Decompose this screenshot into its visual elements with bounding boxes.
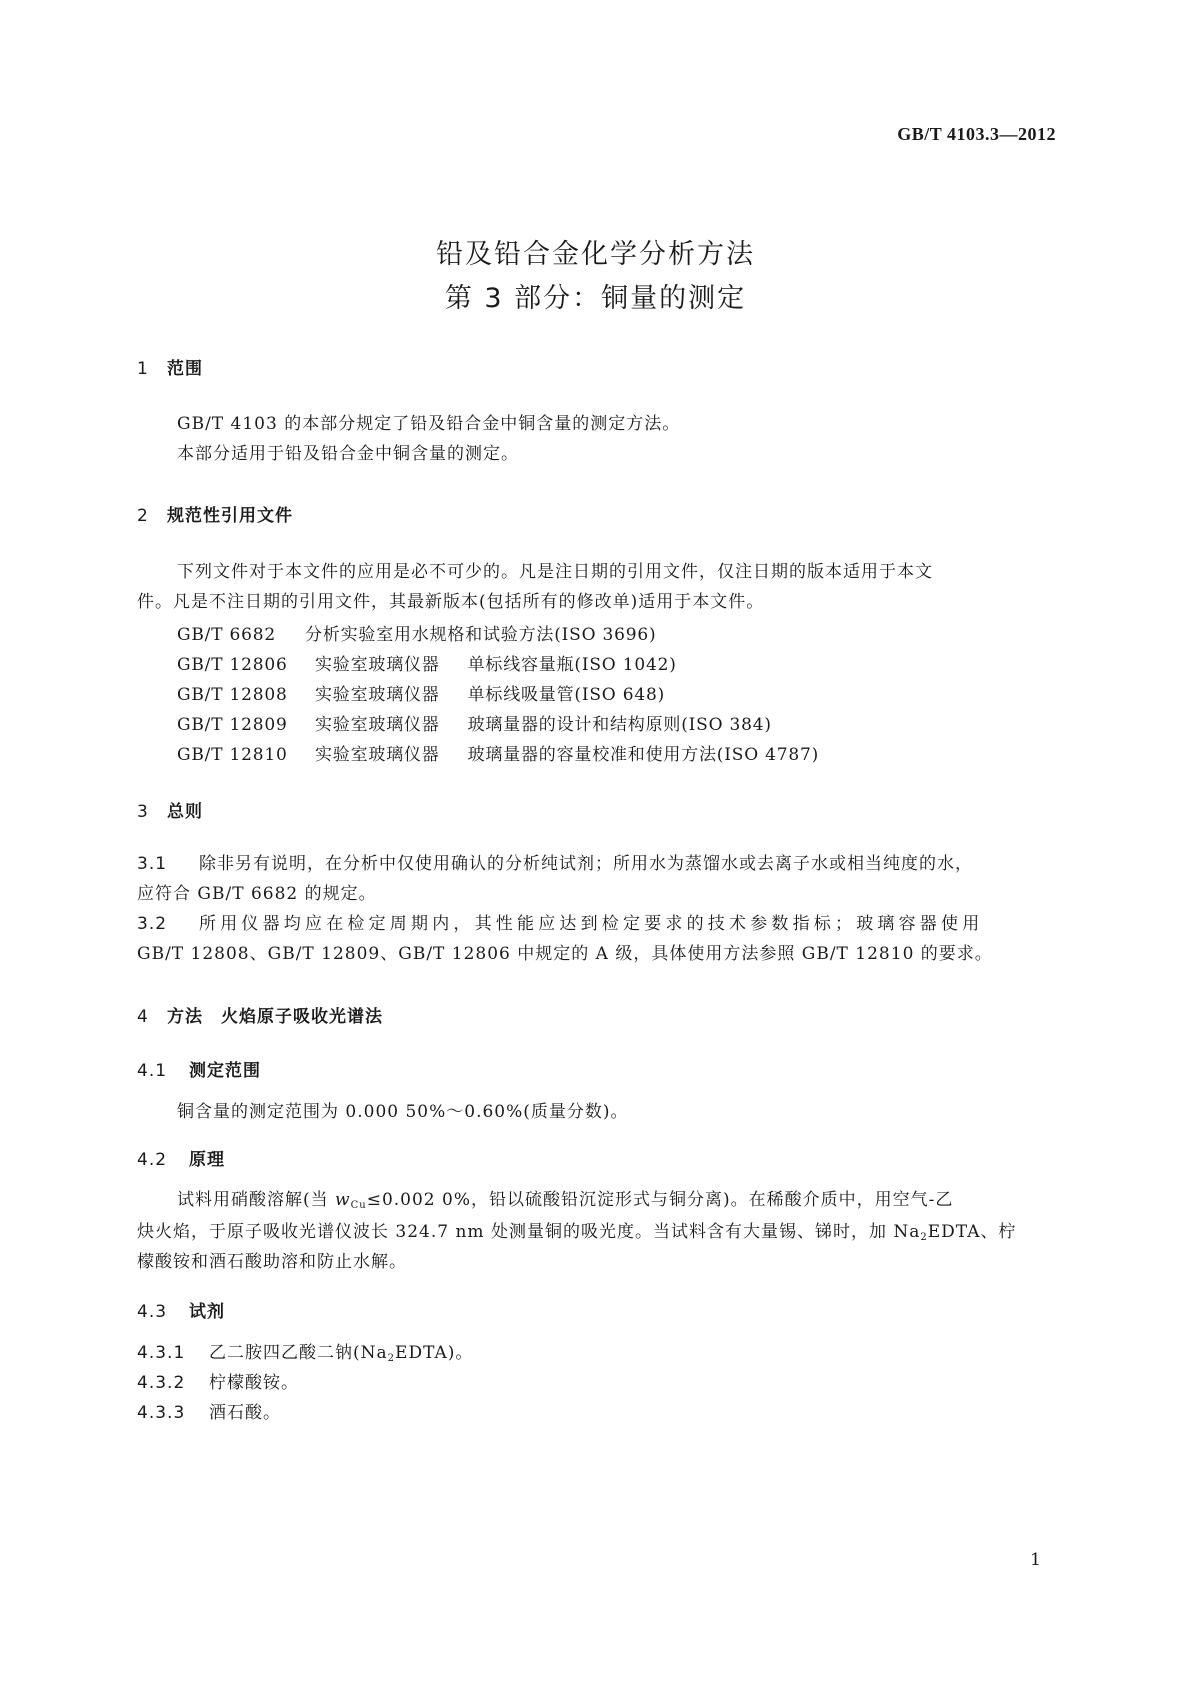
- document-title: 铅及铅合金化学分析方法: [436, 239, 755, 270]
- page-number: 1: [1030, 1550, 1041, 1570]
- section-1-heading: [137, 354, 203, 379]
- reagent-item: [137, 1397, 1057, 1429]
- reference-title-detail: 单标线吸量管(ISO 648): [467, 685, 666, 705]
- clause-number: 3.2: [137, 914, 168, 934]
- reference-item: [177, 680, 665, 705]
- section-4-heading: [137, 1002, 383, 1027]
- section-title: 范围: [167, 359, 203, 379]
- reagent-name: 柠檬酸铵。: [209, 1373, 299, 1393]
- reference-title: 实验室玻璃仪器: [315, 685, 440, 705]
- reference-code: GB/T 12806: [177, 655, 288, 675]
- reference-title: 实验室玻璃仪器: [315, 655, 440, 675]
- reference-title-detail: 玻璃量器的设计和结构原则(ISO 384): [467, 715, 772, 735]
- subsection-number: 4.1: [137, 1061, 168, 1081]
- reference-item: [177, 740, 819, 765]
- subsection-title: 原理: [189, 1150, 225, 1170]
- subsection-number: 4.3: [137, 1302, 168, 1322]
- copper-subscript: Cu: [350, 1200, 367, 1211]
- reagent-item: [137, 1367, 1057, 1399]
- section-1-para-2: 本部分适用于铅及铅合金中铜含量的测定。: [177, 444, 519, 464]
- reference-item: [177, 650, 677, 675]
- reagent-number: 4.3.3: [137, 1403, 186, 1423]
- section-2-intro-line-1: 下列文件对于本文件的应用是必不可少的。凡是注日期的引用文件，仅注日期的版本适用于本文: [177, 562, 933, 582]
- subsection-number: 4.2: [137, 1150, 168, 1170]
- reference-title-detail: 玻璃量器的容量校准和使用方法(ISO 4787): [467, 745, 820, 765]
- clause-3-1-line-2: 应符合 GB/T 6682 的规定。: [137, 884, 377, 904]
- subsection-4-2-heading: [137, 1145, 225, 1170]
- reference-code: GB/T 6682: [177, 625, 277, 645]
- section-2-intro-line-2: 件。凡是不注日期的引用文件，其最新版本(包括所有的修改单)适用于本文件。: [137, 592, 765, 612]
- reference-item: [177, 620, 656, 645]
- principle-text: ≤0.002 0%，铅以硫酸铅沉淀形式与铜分离)。在稀酸介质中，用空气-乙: [366, 1190, 954, 1210]
- reagent-name: 酒石酸。: [209, 1403, 281, 1423]
- reference-title: 实验室玻璃仪器: [315, 715, 440, 735]
- clause-text: 所用仪器均应在检定周期内，其性能应达到检定要求的技术参数指标；玻璃容器使用: [199, 914, 984, 934]
- reference-code: GB/T 12810: [177, 745, 288, 765]
- principle-text: EDTA、柠: [927, 1222, 1017, 1242]
- clause-number: 3.1: [137, 854, 168, 874]
- reference-title-detail: 单标线容量瓶(ISO 1042): [467, 655, 677, 675]
- principle-text: 试料用硝酸溶解(当: [177, 1190, 336, 1210]
- clause-3-2-line-2: GB/T 12808、GB/T 12809、GB/T 12806 中规定的 A 级，具体使用方法参照 GB/T 12810 的要求。: [137, 944, 993, 964]
- subsection-4-3-heading: [137, 1297, 225, 1322]
- clause-3-1-line-1: [137, 848, 1057, 880]
- reagent-name: EDTA)。: [395, 1343, 474, 1363]
- reagent-number: 4.3.1: [137, 1343, 186, 1363]
- section-number: 2: [137, 506, 149, 526]
- section-number: 4: [137, 1007, 149, 1027]
- reference-item: [177, 710, 772, 735]
- section-1-para-1: GB/T 4103 的本部分规定了铅及铅合金中铜含量的测定方法。: [177, 414, 681, 434]
- reagent-name: 乙二胺四乙酸二钠(Na: [209, 1343, 388, 1363]
- section-3-heading: [137, 797, 203, 822]
- section-title: 总则: [167, 802, 203, 822]
- clause-3-2-line-1: [137, 908, 1057, 940]
- mass-fraction-symbol: w: [335, 1190, 351, 1210]
- principle-line-3: 檬酸铵和酒石酸助溶和防止水解。: [137, 1252, 407, 1272]
- clause-text: 除非另有说明，在分析中仅使用确认的分析纯试剂；所用水为蒸馏水或去离子水或相当纯度的水，: [199, 854, 973, 874]
- section-number: 3: [137, 802, 149, 822]
- section-2-heading: [137, 501, 293, 526]
- reagent-number: 4.3.2: [137, 1373, 186, 1393]
- reference-title: 实验室玻璃仪器: [315, 745, 440, 765]
- reference-title: 分析实验室用水规格和试验方法(ISO 3696): [305, 625, 657, 645]
- measurement-range-text: 铜含量的测定范围为 0.000 50%～0.60%(质量分数)。: [177, 1102, 629, 1122]
- reference-code: GB/T 12809: [177, 715, 288, 735]
- section-title: 规范性引用文件: [167, 506, 293, 526]
- subsection-title: 试剂: [189, 1302, 225, 1322]
- subsection-4-1-heading: [137, 1056, 261, 1081]
- subsection-title: 测定范围: [189, 1061, 261, 1081]
- document-subtitle: 第 3 部分：铜量的测定: [444, 283, 747, 314]
- section-number: 1: [137, 359, 149, 379]
- standard-code: GB/T 4103.3—2012: [897, 124, 1056, 144]
- section-title: 方法 火焰原子吸收光谱法: [167, 1007, 383, 1027]
- sodium-subscript: 2: [920, 1232, 928, 1243]
- principle-text: 炔火焰，于原子吸收光谱仪波长 324.7 nm 处测量铜的吸光度。当试料含有大量锡、锑时，加 Na: [137, 1222, 921, 1242]
- sodium-subscript: 2: [387, 1353, 396, 1364]
- reference-code: GB/T 12808: [177, 685, 288, 705]
